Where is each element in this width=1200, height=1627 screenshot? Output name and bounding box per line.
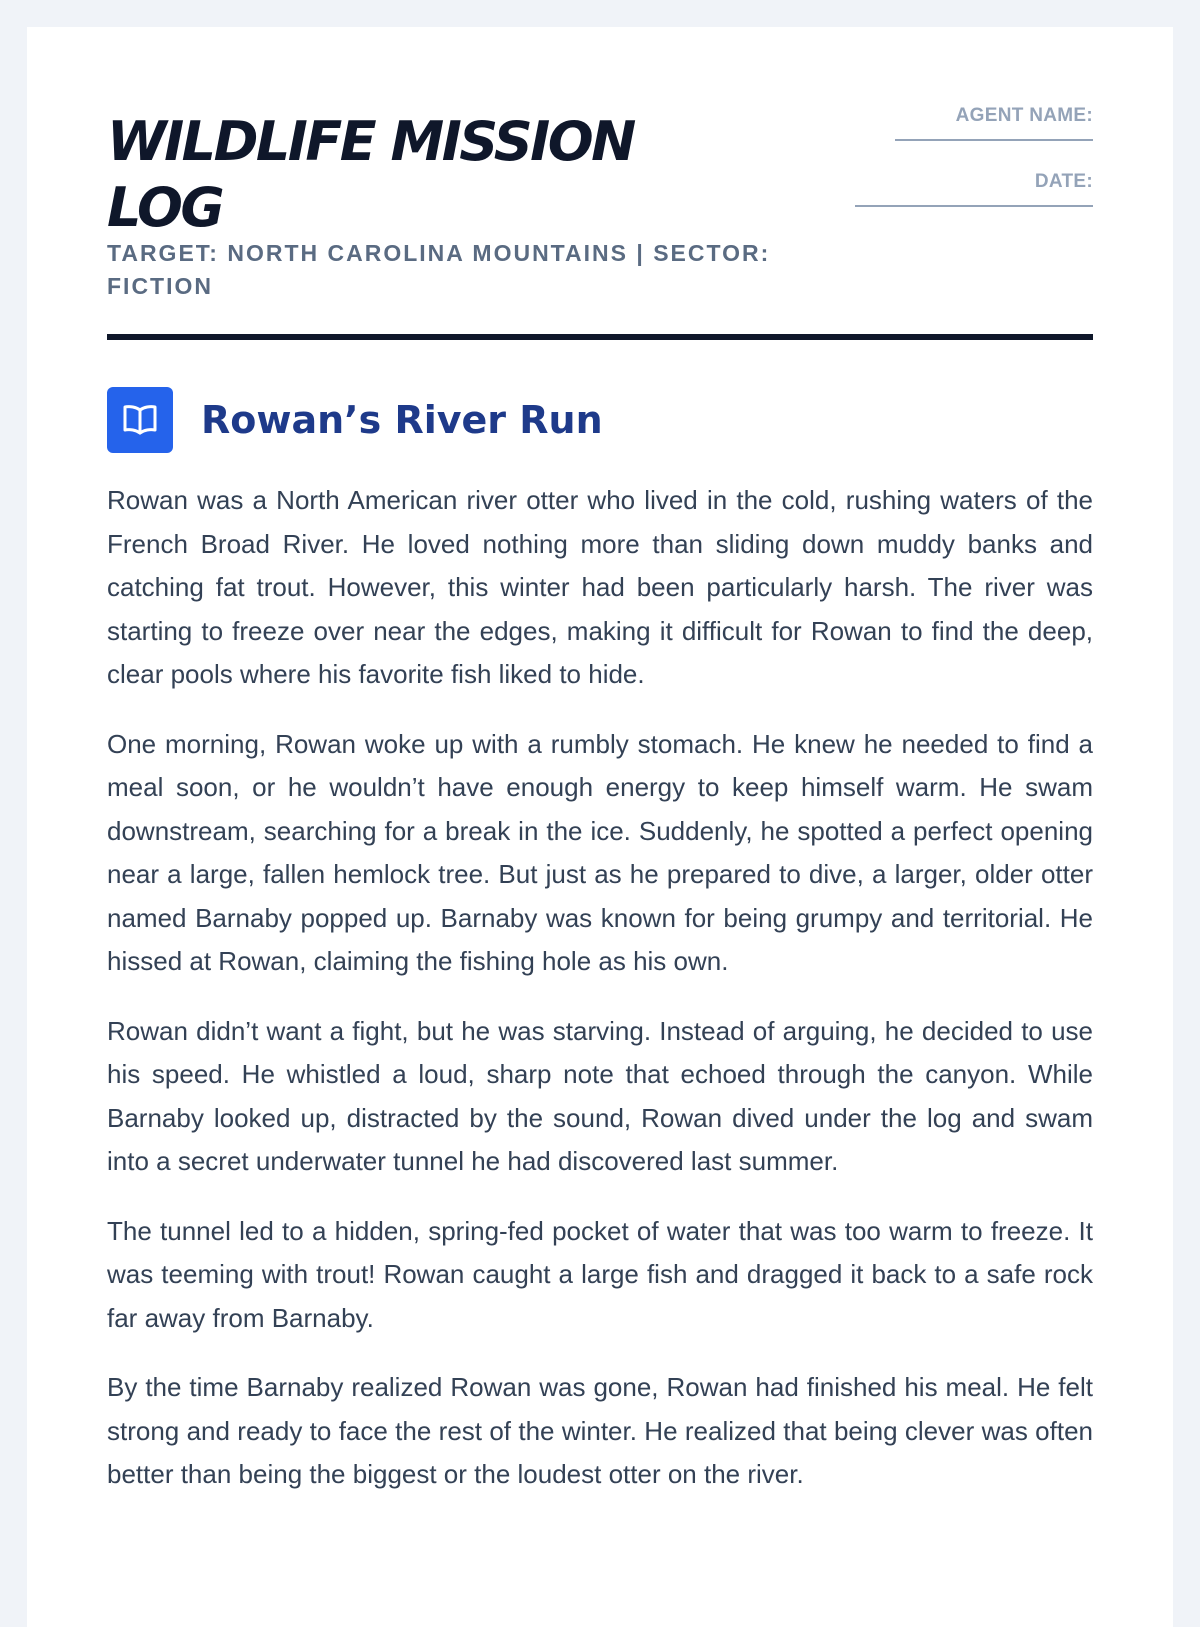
story-paragraph: The tunnel led to a hidden, spring-fed pocket of water that was too warm to freeze. It was teeming with trout! Rowan caught a large fish and dragged it back to a safe rock far away from Barnaby.	[107, 1215, 1093, 1333]
header-divider	[107, 334, 1093, 340]
story-paragraph: Rowan didn’t want a fight, but he was starving. Instead of arguing, he decided to use his speed. He whistled a loud, sharp note that echoed through the canyon. While Barnaby looked up, distracted by the sound, Rowan dived under the log and swam into a secret underwater tunnel he had discovered last summer.	[107, 1015, 1093, 1176]
worksheet-page	[27, 27, 1173, 1627]
date-label: DATE:	[1034, 171, 1093, 192]
agent-fields	[833, 105, 1093, 237]
story-title: Rowan’s River Run	[201, 398, 603, 442]
story-paragraph: By the time Barnaby realized Rowan was gone, Rowan had finished his meal. He felt strong and ready to face the rest of the winter. He realized that being clever was often better than being the biggest or the loudest otter on the river.	[107, 1372, 1093, 1489]
story-paragraph: One morning, Rowan woke up with a rumbly stomach. He knew he needed to find a meal soon, or he wouldn’t have enough energy to keep himself warm. He swam downstream, searching for a break in the ice. Suddenly, he spotted a perfect opening near a large, fallen hemlock tree. But just as he prepared to dive, a larger, older otter named Barnaby popped up. Barnaby was known for being grumpy and territorial. He hissed at Rowan, claiming the fishing hole as his own.	[107, 728, 1093, 976]
agent-name-label: AGENT NAME:	[955, 105, 1093, 126]
date-blank	[855, 205, 1093, 207]
open-book-icon	[107, 387, 173, 453]
worksheet-header	[107, 27, 1093, 367]
story-paragraph: Rowan was a North American river otter who lived in the cold, rushing waters of the French Broad River. He loved nothing more than sliding down muddy banks and catching fat trout. However, this winter had been particularly harsh. The river was starting to freeze over near the edges, making it difficult for Rowan to find the deep, clear pools where his favorite fish liked to hide.	[107, 485, 1093, 689]
mission-subtitle: TARGET: NORTH CAROLINA MOUNTAINS | SECTOR: FICTION	[107, 240, 771, 299]
agent-name-blank	[895, 139, 1093, 141]
story-heading	[107, 367, 1093, 479]
page-title: WILDLIFE MISSION LOG	[107, 110, 634, 239]
story-body	[107, 479, 1093, 1497]
